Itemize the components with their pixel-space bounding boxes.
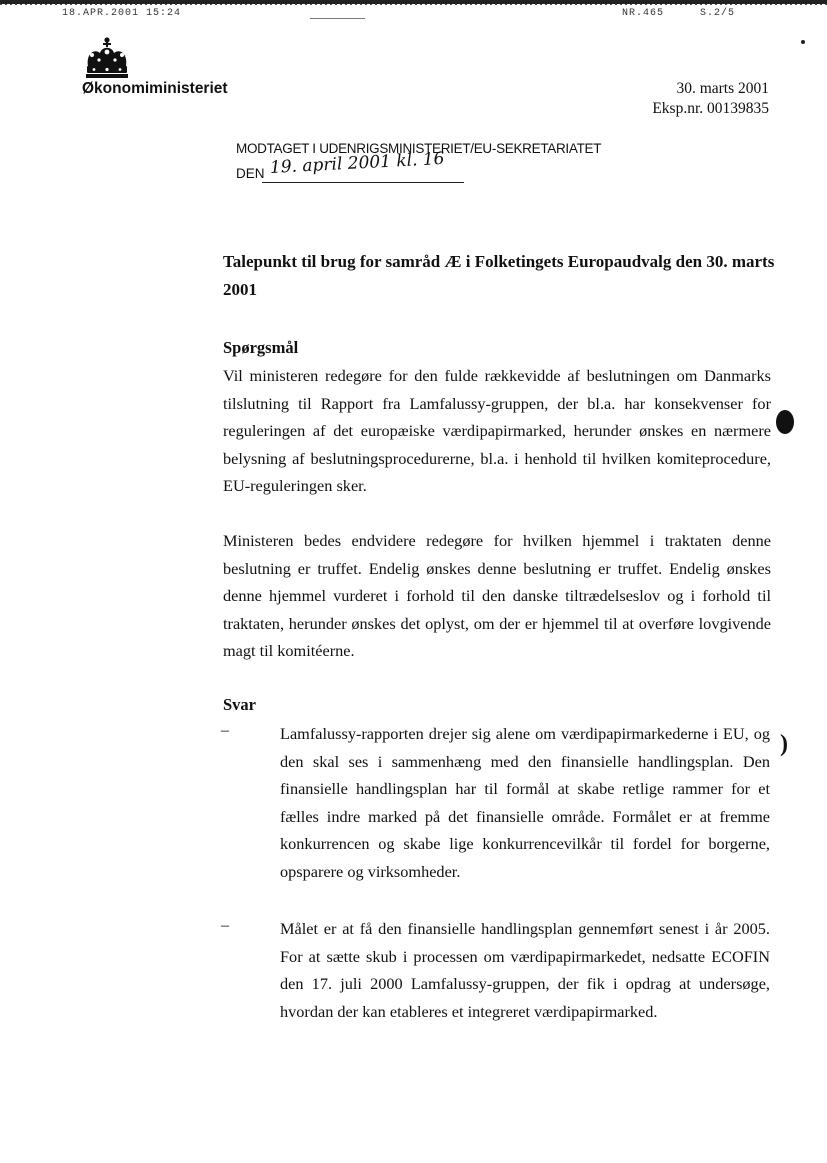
fax-dotted-line (0, 4, 827, 5)
fax-page: S.2/5 (700, 8, 736, 19)
received-stamp-title: MODTAGET I UDENRIGSMINISTERIET/EU-SEKRETARIATET (236, 141, 602, 156)
answer-item-1: Lamfalussy-rapporten drejer sig alene om værdipapirmarkederne i EU, og den skal ses i sammenhæng med den finansielle handlingsplan. Den finansielle handlingsplan har til formål at skabe retlige rammer for et fælles indre marked på det finansielle område. Formålet er at fremme konkurrencen og skabe lige konkurrencevilkår til fordel for borgerne, opsparere og virksomheder. (280, 724, 770, 881)
answer-bullet-2: – (221, 917, 229, 934)
answer-bullet-1: – (221, 722, 229, 739)
fax-number: NR.465 (622, 8, 665, 19)
scan-speck (801, 40, 805, 44)
royal-crown-icon (82, 36, 132, 82)
ministry-name: Økonomiministeriet (82, 80, 228, 97)
question-paragraph-1: Vil ministeren redegøre for den fulde rækkevidde af beslutningen om Danmarks tilslutning til Rapport fra Lamfalussy-gruppen, der bl.a. har konsekvenser for reguleringen af det europæiske værdipapirmarked, herunder ønskes en nærmere belysning af beslutningsprocedurerne, bl.a. i henhold til hvilken komiteprocedure, EU-reguleringen sker. (223, 366, 771, 496)
received-stamp-handwriting: 19. april 2001 kl. 16 (269, 148, 446, 178)
answer-heading: Svar (223, 695, 256, 714)
received-stamp-label: DEN (236, 166, 265, 181)
hole-punch-edge: ) (780, 731, 788, 757)
question-paragraph-2: Ministeren bedes endvidere redegøre for hvilken hjemmel i traktaten denne beslutning er truffet. Endelig ønskes denne beslutning er truffet. Endelig ønskes denne hjemmel vurderet i forhold til den danske tiltrædelseslov og i forhold til traktaten, herunder ønskes det oplyst, om der er hjemmel til at overføre lovgivende magt til komitéerne. (223, 531, 771, 661)
received-stamp-line (262, 182, 464, 183)
case-number: Eksp.nr. 00139835 (652, 100, 769, 117)
fax-timestamp: 18.APR.2001 15:24 (62, 8, 182, 19)
letter-date: 30. marts 2001 (676, 80, 769, 97)
hole-punch-mark (776, 410, 794, 434)
fax-divider (310, 18, 365, 19)
answer-item-2: Målet er at få den finansielle handlingsplan gennemført senest i år 2005. For at sætte skub i processen om værdipapirmarkedet, nedsatte ECOFIN den 17. juli 2000 Lamfalussy-gruppen, der fik i opdrag at undersøge, hvordan der kan etableres et integreret værdipapirmarked. (280, 919, 770, 1021)
document-heading: Talepunkt til brug for samråd Æ i Folketingets Europaudvalg den 30. marts 2001 (223, 252, 775, 299)
question-heading: Spørgsmål (223, 338, 299, 357)
